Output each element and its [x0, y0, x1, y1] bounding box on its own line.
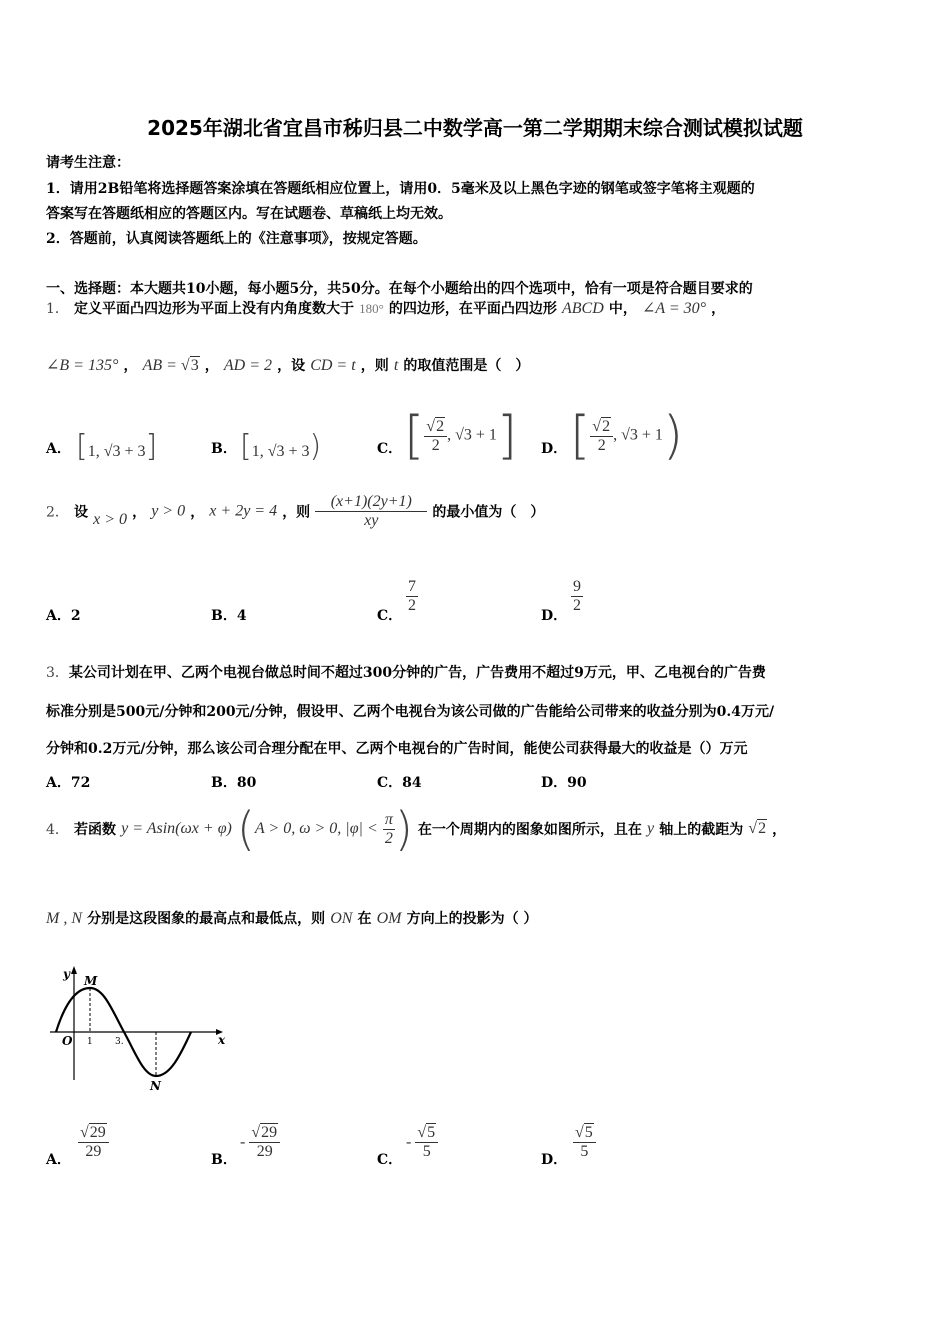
q1-math: AD = 2	[223, 357, 272, 374]
q2-fraction-numerator: (x+1)(2y+1)	[315, 493, 427, 512]
question-number: 4．	[46, 822, 69, 838]
label-3: 3.	[115, 1037, 124, 1047]
q4-option-d-label: D．	[541, 1152, 568, 1168]
q3-option-a: A．72	[46, 775, 91, 791]
q1-text: ，	[123, 358, 138, 374]
q3-option-d: D．90	[541, 775, 587, 791]
q1-math: 180°	[359, 301, 384, 316]
q4-option-a-value: $\frac{√29}{29}$	[78, 1124, 109, 1161]
option-b-value: [1, √3 + 3)	[240, 429, 322, 464]
label-m: M	[84, 974, 98, 988]
question-3-line-2: 标准分别是500元/分钟和200元/分钟，假设甲、乙两个电视台为该公司做的广告能给公司带来的收益分别为0.4万元/	[46, 704, 775, 720]
label-x: x	[218, 1033, 226, 1047]
y-axis-arrow	[71, 966, 77, 974]
label-o: O	[62, 1034, 73, 1048]
question-4-line-1: 4． 若函数 y = Asin(ωx + φ) (A > 0, ω > 0, |φ| < $\frac{\pi}{2}$ ) 在一个周期内的图象如图所示，且在 y 轴上的截距为 √2 ，	[46, 802, 787, 856]
q1-text: ，则	[360, 358, 389, 374]
q4-option-b-label: B．	[211, 1152, 237, 1168]
q2-option-c-value: $\frac{7}{2}$	[408, 578, 416, 614]
q4-function: y = Asin(ωx + φ)	[121, 820, 232, 837]
q2-option-a: A．2	[46, 608, 81, 624]
question-number: 3．	[46, 665, 69, 681]
option-c-value: [ $\frac{√2}{2}$ , √3 + 1]	[404, 406, 518, 466]
q1-option-b-text: 1, √3 + 3	[251, 443, 310, 460]
option-b-label: B．	[211, 441, 237, 457]
sine-graph	[46, 960, 231, 1095]
q4-option-c-label: C．	[377, 1152, 403, 1168]
q1-text: ，设	[277, 358, 306, 374]
q1-math: t	[393, 357, 399, 374]
q1-math: ∠B = 135°	[46, 357, 119, 374]
q1-math: ∠A = 30°	[641, 300, 707, 317]
q2-fraction-denominator: xy	[364, 512, 379, 529]
page-title: 2025年湖北省宜昌市秭归县二中数学高一第二学期期末综合测试模拟试题	[147, 116, 803, 140]
q2-option-d-label: D．	[541, 608, 568, 624]
q4-option-b-value: - $\frac{√29}{29}$	[240, 1124, 280, 1161]
option-c-label: C．	[377, 441, 403, 457]
q3-option-c: C．84	[377, 775, 422, 791]
q2-option-c-label: C．	[377, 608, 403, 624]
notice-line-2: 答案写在答题纸相应的答题区内。写在试题卷、草稿纸上均无效。	[46, 206, 452, 222]
q1-math: 3	[190, 357, 199, 374]
q4-option-a-label: A．	[46, 1152, 71, 1168]
option-a-label: A．	[46, 441, 71, 457]
q1-option-a-text: 1, √3 + 3	[87, 443, 146, 460]
q1-text: 的取值范围是（ ）	[403, 358, 530, 374]
q1-math: AB =	[142, 357, 181, 374]
q1-text: ，	[711, 301, 726, 317]
notice-line-1: 1．请用2B铅笔将选择题答案涂填在答题纸相应位置上，请用0．5毫米及以上黑色字迹的钢笔或签字笔将主观题的	[46, 181, 755, 197]
question-number: 1．	[46, 301, 69, 317]
question-1-line-2: ∠B = 135° ， AB = √3 ， AD = 2 ，设 CD = t ，则 t 的取值范围是（ ）	[46, 357, 530, 374]
label-1: 1	[87, 1037, 93, 1047]
q1-text: ，	[204, 358, 219, 374]
q4-option-d-value: $\frac{√5}{5}$	[573, 1124, 596, 1161]
question-3-line-3: 分钟和0.2万元/分钟，那么该公司合理分配在甲、乙两个电视台的广告时间，能使公司获得最大的收益是（）万元	[46, 741, 748, 757]
q2-option-d-value: $\frac{9}{2}$	[573, 578, 581, 614]
notice-heading: 请考生注意：	[46, 155, 130, 171]
label-n: N	[150, 1079, 161, 1093]
question-1-line-1	[46, 298, 725, 318]
q1-text: 中，	[608, 301, 637, 317]
q1-math: CD = t	[310, 357, 356, 374]
section-heading: 一、选择题：本大题共10小题，每小题5分，共50分。在每个小题给出的四个选项中，恰有一项是符合题目要求的	[46, 281, 753, 297]
option-a-value: [1, √3 + 3]	[76, 429, 158, 464]
q3-option-b: B．80	[211, 775, 257, 791]
question-number: 2．	[46, 504, 69, 521]
option-d-label: D．	[541, 441, 568, 457]
option-d-value: [ $\frac{√2}{2}$ , √3 + 1)	[570, 406, 684, 466]
q1-text: 定义平面凸四边形为平面上没有内角度数大于	[74, 301, 355, 317]
label-y: y	[63, 967, 70, 981]
q2-option-b: B．4	[211, 608, 247, 624]
question-3-line-1: 3．某公司计划在甲、乙两个电视台做总时间不超过300分钟的广告，广告费用不超过9万元，甲、乙电视台的广告费	[46, 665, 766, 681]
q1-math: ABCD	[562, 300, 604, 317]
question-4-line-2: M , N 分别是这段图象的最高点和最低点，则 ON 在 OM 方向上的投影为（ ）	[46, 910, 538, 927]
q4-option-c-value: - $\frac{√5}{5}$	[406, 1124, 438, 1161]
q1-text: 的四边形，在平面凸四边形	[388, 301, 557, 317]
question-2: 2． 设 x > 0 ， y > 0 ， x + 2y = 4 ，则 $\frac{(x+1)(2y+1)}{xy}$ 的最小值为（ ）	[46, 493, 545, 529]
notice-line-3: 2．答题前，认真阅读答题纸上的《注意事项》，按规定答题。	[46, 231, 427, 247]
